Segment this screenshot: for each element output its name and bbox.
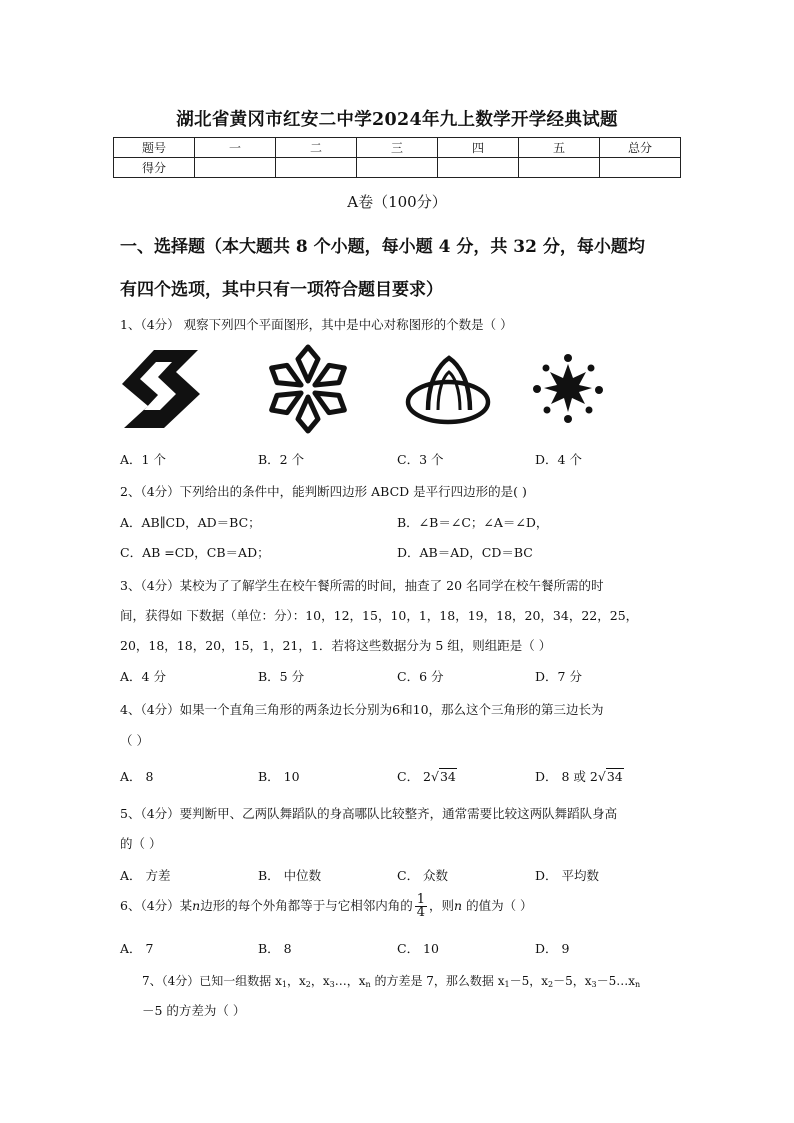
table-cell: 一 <box>195 138 276 158</box>
subscript: 3 <box>329 980 335 989</box>
q4-option-a: A． 8 <box>120 769 154 784</box>
stem-text: …，x <box>334 974 366 988</box>
score-table <box>113 137 681 178</box>
question-6-stem <box>120 893 533 919</box>
stem-text: －5，x <box>509 974 548 988</box>
question-7-line2: －5 的方差为（ ） <box>142 1003 246 1018</box>
subscript: 3 <box>591 980 597 989</box>
q2-option-c: C．AB =CD，CB＝AD； <box>120 545 270 560</box>
q4-option-c <box>397 767 457 785</box>
table-cell <box>195 158 276 178</box>
stem-text: 的方差是 7，那么数据 x <box>370 974 505 988</box>
q5-option-a: A． 方差 <box>120 868 171 883</box>
option-text: D． 8 或 2 <box>535 769 598 784</box>
stem-text: ，x <box>310 974 330 988</box>
q2-option-d: D．AB＝AD，CD＝BC <box>397 545 533 560</box>
stem-text: －5，x <box>553 974 592 988</box>
q3-option-d: D．7 分 <box>535 669 582 684</box>
question-1-stem: 1、（4分） 观察下列四个平面图形，其中是中心对称图形的个数是（ ） <box>120 317 513 332</box>
question-3-line2: 间，获得如 下数据（单位：分）：10，12，15，10，1，18，19，18，20，34，22，25， <box>120 608 639 623</box>
table-cell: 题号 <box>114 138 195 158</box>
q3-option-c: C．6 分 <box>397 669 444 684</box>
stem-text: 6、（4分）某 <box>120 898 193 913</box>
q4-option-d <box>535 767 624 785</box>
q6-option-a: A． 7 <box>120 941 154 956</box>
question-5-line1: 5、（4分）要判断甲、乙两队舞蹈队的身高哪队比较整齐，通常需要比较这两队舞蹈队身高 <box>120 806 618 821</box>
table-cell <box>519 158 600 178</box>
option-text: C． 2 <box>397 769 431 784</box>
stem-text: －5…x <box>596 974 635 988</box>
fraction-numerator: 1 <box>416 892 426 907</box>
stem-text: ，则 <box>429 898 455 913</box>
stem-text: 7、（4分）已知一组数据 x <box>142 974 282 988</box>
subscript: 1 <box>504 980 510 989</box>
question-4-line1: 4、（4分）如果一个直角三角形的两条边长分别为6和10，那么这个三角形的第三边长为 <box>120 702 604 717</box>
q3-option-b: B．5 分 <box>258 669 305 684</box>
q1-option-a: A．1 个 <box>120 452 166 467</box>
table-cell: 得分 <box>114 158 195 178</box>
table-cell: 五 <box>519 138 600 158</box>
question-3-line1: 3、（4分）某校为了了解学生在校午餐所需的时间，抽查了 20 名同学在校午餐所需的时 <box>120 578 604 593</box>
stem-text: 的值为（ ） <box>462 898 533 913</box>
subscript: 2 <box>305 980 311 989</box>
subscript: n <box>635 980 641 989</box>
table-cell <box>357 158 438 178</box>
q1-option-d: D．4 个 <box>535 452 582 467</box>
q1-figures <box>120 344 616 436</box>
question-4-line2: （ ） <box>120 733 149 748</box>
radicand: 34 <box>606 769 623 784</box>
score-table-score-row <box>114 158 681 178</box>
variable-n: n <box>454 898 463 913</box>
question-3-line3: 20，18，18，20，15，1，21，1．若将这些数据分为 5 组，则组距是（ ） <box>120 638 552 653</box>
score-table-header-row <box>114 138 681 158</box>
question-5-line2: 的（ ） <box>120 836 162 851</box>
stem-text: 边形的每个外角都等于与它相邻内角的 <box>200 898 413 913</box>
sqrt-sign-icon: √ <box>597 769 606 784</box>
q2-option-b: B．∠B＝∠C；∠A＝∠D， <box>397 515 549 530</box>
q5-option-c: C． 众数 <box>397 868 449 883</box>
table-cell <box>600 158 681 178</box>
section-heading-line1: 一、选择题（本大题共 8 个小题，每小题 4 分，共 32 分，每小题均 <box>120 237 645 257</box>
table-cell: 总分 <box>600 138 681 158</box>
q6-option-b: B． 8 <box>258 941 292 956</box>
q1-option-c: C．3 个 <box>397 452 444 467</box>
fraction-denominator: 4 <box>416 905 426 920</box>
radicand: 34 <box>439 769 456 784</box>
section-heading-line2: 有四个选项，其中只有一项符合题目要求） <box>120 280 443 300</box>
sqrt-sign-icon: √ <box>431 769 439 784</box>
q1-option-b: B．2 个 <box>258 452 305 467</box>
q2-option-a: A．AB∥CD，AD＝BC； <box>120 515 261 530</box>
table-cell: 四 <box>438 138 519 158</box>
table-cell: 三 <box>357 138 438 158</box>
q4-option-b: B． 10 <box>258 769 300 784</box>
subscript: 1 <box>281 980 287 989</box>
fraction <box>415 894 427 919</box>
section-a-title: A卷（100分） <box>347 193 447 211</box>
stem-text: ，x <box>286 974 306 988</box>
variable-n: n <box>192 898 201 913</box>
q6-option-d: D． 9 <box>535 941 570 956</box>
q3-option-a: A．4 分 <box>120 669 166 684</box>
q5-option-b: B． 中位数 <box>258 868 322 883</box>
table-cell <box>438 158 519 178</box>
table-cell <box>276 158 357 178</box>
q5-option-d: D． 平均数 <box>535 868 599 883</box>
q6-option-c: C． 10 <box>397 941 439 956</box>
question-2-stem: 2、（4分）下列给出的条件中，能判断四边形 ABCD 是平行四边形的是( ) <box>120 484 527 499</box>
subscript: 2 <box>548 980 554 989</box>
table-cell: 二 <box>276 138 357 158</box>
exam-title: 湖北省黄冈市红安二中学2024年九上数学开学经典试题 <box>176 110 618 130</box>
question-7-line1 <box>142 972 640 989</box>
subscript: n <box>365 980 371 989</box>
